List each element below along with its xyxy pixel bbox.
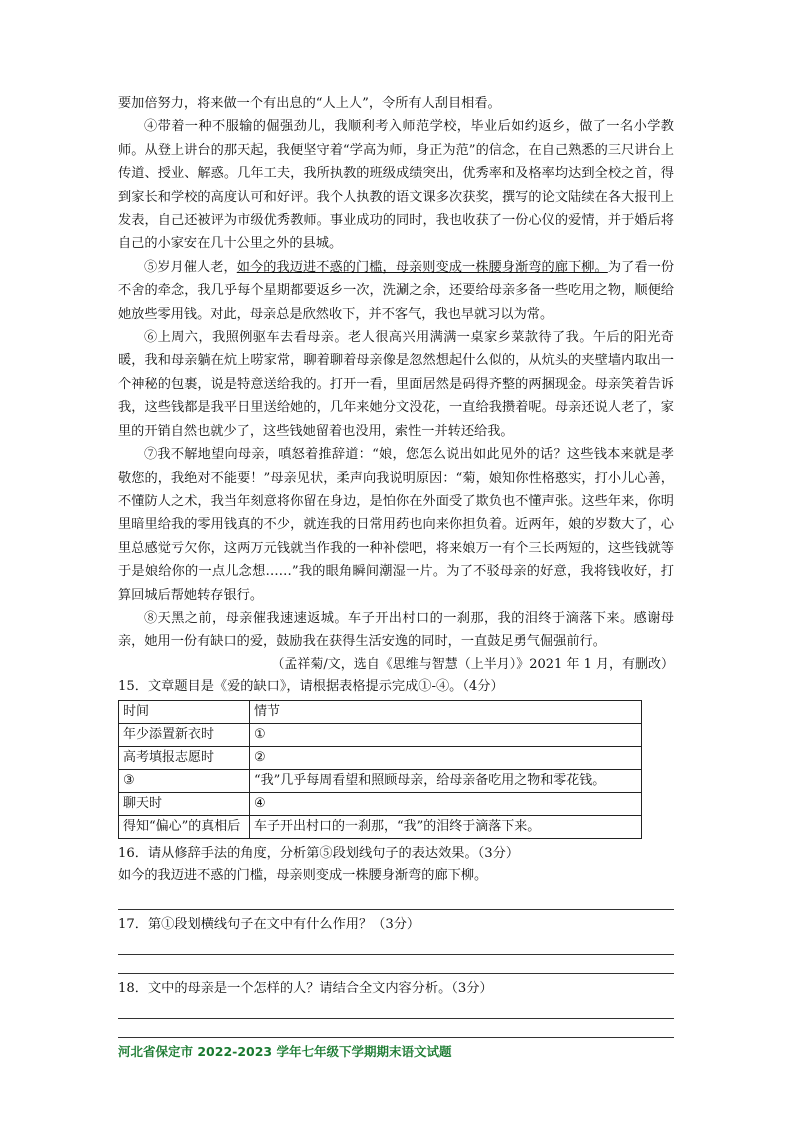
passage-paragraph-6: ⑥上周六，我照例驱车去看母亲。老人很高兴用满满一桌家乡菜款待了我。午后的阳光奇暖，我和母亲躺在炕上唠家常，聊着聊着母亲像是忽然想起什么似的，从炕头的夹壁墙内取出一个神秘的包裹，说是特意送给我的。打开一看，里面居然是码得齐整的两捆现金。母亲笑着告诉我，这些钱都是我平日里送给她的，几年来她分文没花，一直给我攒着呢。母亲还说人老了，家里的开销自然也就少了，这些钱她留着也没用，索性一并转还给我。 [118,330,674,439]
passage-paragraph-8: ⑧天黑之前，母亲催我速速返城。车子开出村口的一刹那，我的泪终于滴落下来。感谢母亲，她用一份有缺口的爱，鼓励我在获得生活安逸的同时，一直鼓足勇气倔强前行。 [118,610,674,650]
passage-paragraph-7: ⑦我不解地望向母亲，嗔怒着推辞道：“娘，您怎么说出如此见外的话？这些钱本来就是孝敬您的，我绝对不能要！”母亲见状，柔声向我说明原因：“菊，娘知你性格憨实，打小儿心善，不懂防人之术，我当年刻意将你留在身边，是怕你在外面受了欺负也不懂声张。这些年来，你明里暗里给我的零用钱真的不少，就连我的日常用药也向来你担负着。近两年，娘的岁数大了，心里总感觉亏欠你，这两万元钱就当作我的一种补偿吧，将来娘万一有个三长两短的，这些钱就等于是娘给你的一点儿念想……”我的眼角瞬间潮湿一片。为了不驳母亲的好意，我将钱收好，打算回城后帮她转存银行。 [118,447,674,603]
passage-paragraph-continued: 要加倍努力，将来做一个有出息的“人上人”，令所有人刮目相看。 [118,96,501,111]
table-row [119,815,642,838]
table-row [119,746,642,769]
answer-blank-4[interactable]: ④ [250,792,642,815]
passage-paragraph-5 [118,256,674,326]
table-cell: 年少添置新衣时 [119,723,250,746]
exam-footer-title: 河北省保定市 2022-2023 学年七年级下学期期末语文试题 [118,1043,452,1059]
answer-blank-1[interactable]: ① [250,723,642,746]
table-cell: 得知“偏心”的真相后 [119,815,250,838]
answer-blank-3[interactable]: ③ [119,769,250,792]
table-row [119,723,642,746]
question-16: 16．请从修辞手法的角度，分析第⑤段划线句子的表达效果。（3分） [118,845,520,861]
paragraph-5-rest: 为了看一份不舍的牵念，我几乎每个星期都要返乡一次，洗涮之余，还要给母亲多备一些吃用之物，顺便给她放些零用钱。对此，母亲总是欣然收下，并不客气，我也早就习以为常。 [118,259,675,322]
paragraph-5-lead: ⑤岁月催人老， [144,259,237,275]
table-cell: “我”几乎每周看望和照顾母亲，给母亲备吃用之物和零花钱。 [250,769,642,792]
answer-line[interactable] [118,1037,674,1038]
exam-page [118,92,674,1060]
underlined-sentence: 如今的我迈进不惑的门槛，母亲则变成一株腰身渐弯的廊下柳。 [236,259,608,275]
table-row [119,769,642,792]
table-cell: 聊天时 [119,792,250,815]
table-row [119,792,642,815]
table-cell: 车子开出村口的一刹那，“我”的泪终于滴落下来。 [250,815,642,838]
question-16-quote: 如今的我迈进不惑的门槛，母亲则变成一株腰身渐弯的廊下柳。 [118,867,488,883]
passage-paragraph-4: ④带着一种不服输的倔强劲儿，我顺利考入师范学校，毕业后如约返乡，做了一名小学教师。从登上讲台的那天起，我便坚守着“学高为师，身正为范”的信念，在自己熟悉的三尺讲台上传道、授业、解惑。几年工夫，我所执教的班级成绩突出，优秀率和及格率均达到全校之首，得到家长和学校的高度认可和好评。我个人执教的语文课多次获奖，撰写的论文陆续在各大报刊上发表，自己还被评为市级优秀教师。事业成功的同时，我也收获了一份心仪的爱情，并于婚后将自己的小家安在几十公里之外的县城。 [118,119,674,252]
table-header-cell: 情节 [250,700,642,723]
table-header-row [119,700,642,723]
source-citation: （孟祥菊/文，选自《思维与智慧（上半月）》2021 年 1 月，有删改） [271,656,674,672]
answer-blank-2[interactable]: ② [250,746,642,769]
question-15: 15．文章题目是《爱的缺口》，请根据表格提示完成①-④。（4分） [118,678,504,694]
plot-table [118,700,642,839]
table-header-cell: 时间 [119,700,250,723]
answer-line[interactable] [118,909,674,910]
table-cell: 高考填报志愿时 [119,746,250,769]
question-17: 17．第①段划横线句子在文中有什么作用？（3分） [118,916,421,932]
answer-line[interactable] [118,973,674,974]
question-18: 18．文中的母亲是一个怎样的人？请结合全文内容分析。（3分） [118,980,493,996]
